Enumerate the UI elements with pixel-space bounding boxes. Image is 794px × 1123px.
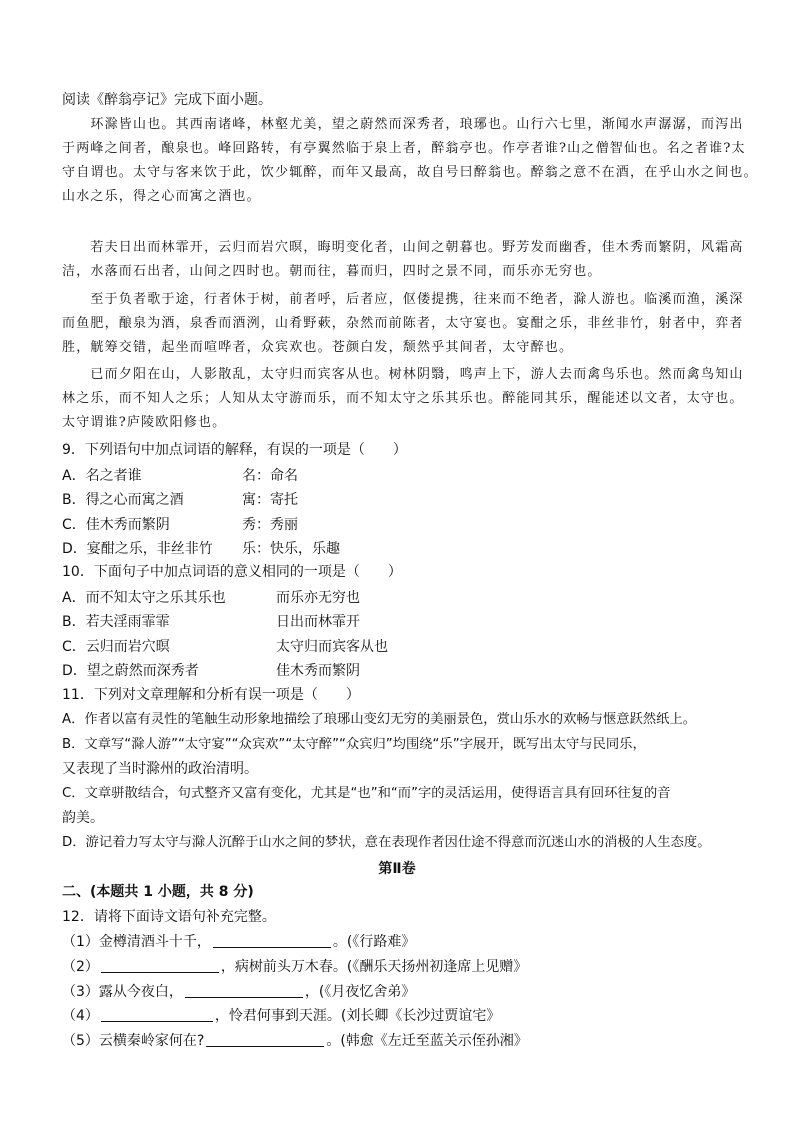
passage-line: 守自谓也。太守与客来饮于此，饮少辄醉，而年又最高，故自号曰醉翁也。醉翁之意不在酒，在乎山水之间也。 <box>62 165 758 180</box>
option-c-continued: 韵美。 <box>62 810 104 826</box>
item-suffix: ，病树前头万木春。(《酬乐天扬州初逢席上见赠》 <box>220 959 528 975</box>
option-d[interactable] <box>62 538 340 558</box>
option-c[interactable] <box>62 636 388 656</box>
passage-line: 而鱼肥，酿泉为酒，泉香而酒洌，山肴野蔌，杂然而前陈者，太守宴也。宴酣之乐，非丝非竹，射者中，弈者 <box>62 316 744 331</box>
fill-item-5 <box>62 1031 742 1051</box>
passage-line: 胜，觥筹交错，起坐而喧哗者，众宾欢也。苍颜白发，颓然乎其间者，太守醉也。 <box>62 340 574 355</box>
passage-line: 于两峰之间者，酿泉也。峰回路转，有亭翼然临于泉上者，醉翁亭也。作亭者谁?山之僧智仙也。名之者谁?太 <box>62 141 746 156</box>
item-suffix: 。(《行路难》 <box>332 934 416 950</box>
option-compare: 日出而林霏开 <box>276 614 360 630</box>
item-prefix: （3）露从今夜白， <box>62 984 183 1000</box>
passage-line: 洁，水落而石出者，山间之四时也。朝而往，暮而归，四时之景不同，而乐亦无穷也。 <box>62 264 602 279</box>
option-compare: 太守归而宾客从也 <box>276 639 388 655</box>
item-prefix: （1）金樽清酒斗十千， <box>62 934 211 950</box>
passage-line: 至于负者歌于途，行者休于树，前者呼，后者应，伛偻提携，往来而不绝者，滁人游也。临溪而渔，溪深 <box>62 292 744 307</box>
option-text: D．望之蔚然而深秀者 <box>62 663 199 679</box>
answer-blank[interactable] <box>101 1007 213 1022</box>
option-text: B．若夫淫雨霏霏 <box>62 614 170 630</box>
option-text: C．云归而岩穴暝 <box>62 639 170 655</box>
option-b[interactable]: B．文章写“滁人游”“太守宴”“众宾欢”“太守醉”“众宾归”均围绕“乐”字展开，既写出太守与民同乐， <box>62 737 646 752</box>
option-d[interactable]: D．游记着力写太守与滁人沉醉于山水之间的梦状，意在表现作者因仕途不得意而沉迷山水的消极的人生态度。 <box>62 835 711 850</box>
question-stem: 10．下面句子中加点词语的意义相同的一项是（ ） <box>62 564 402 580</box>
fill-item-4 <box>62 1006 742 1026</box>
option-a[interactable]: A．作者以富有灵性的笔触生动形象地描绘了琅琊山变幻无穷的美丽景色，赏山乐水的欢畅与惬意跃然纸上。 <box>62 712 697 727</box>
passage-line: 林之乐，而不知人之乐；人知从太守游而乐，而不知太守之乐其乐也。醉能同其乐，醒能述以文者，太守也。 <box>62 391 744 406</box>
item-suffix: ，怜君何事到天涯。(刘长卿《长沙过贾谊宅》 <box>214 1008 501 1024</box>
option-text: A．名之者谁 <box>62 468 142 484</box>
option-text: B．得之心而寓之酒 <box>62 492 184 508</box>
option-gloss: 寓：寄托 <box>242 492 298 508</box>
question-stem: 9．下列语句中加点词语的解释，有误的一项是（ ） <box>62 442 407 458</box>
answer-blank[interactable] <box>101 958 219 973</box>
item-prefix: （5）云横秦岭家何在? <box>62 1033 205 1049</box>
option-text: C．佳木秀而繁阴 <box>62 517 170 533</box>
option-compare: 而乐亦无穷也 <box>276 590 360 606</box>
passage-line: 已而夕阳在山，人影散乱，太守归而宾客从也。树林阴翳，鸣声上下，游人去而禽鸟乐也。然而禽鸟知山 <box>62 367 744 382</box>
option-text: D．宴酣之乐，非丝非竹 <box>62 541 213 557</box>
passage-line: 太守谓谁?庐陵欧阳修也。 <box>62 415 227 430</box>
answer-blank[interactable] <box>185 983 303 998</box>
fill-item-2 <box>62 957 742 977</box>
option-a[interactable] <box>62 587 360 607</box>
option-b-continued: 又表现了当时滁州的政治清明。 <box>62 761 258 777</box>
item-prefix: （4） <box>62 1008 99 1024</box>
option-gloss: 乐：快乐，乐趣 <box>242 541 340 557</box>
question-stem: 12．请将下面诗文语句补充完整。 <box>62 909 276 925</box>
passage-line: 若夫日出而林霏开，云归而岩穴暝，晦明变化者，山间之朝暮也。野芳发而幽香，佳木秀而繁阴，风霜高 <box>62 240 744 255</box>
option-c[interactable] <box>62 514 298 534</box>
fill-item-1 <box>62 932 742 952</box>
reading-instruction: 阅读《醉翁亭记》完成下面小题。 <box>62 92 272 108</box>
option-b[interactable] <box>62 489 298 509</box>
part-2-title: 第Ⅱ卷 <box>378 861 416 877</box>
item-prefix: （2） <box>62 959 99 975</box>
option-d[interactable] <box>62 660 360 680</box>
fill-item-3 <box>62 982 742 1002</box>
option-b[interactable] <box>62 611 360 631</box>
section-2-heading: 二、(本题共 1 小题，共 8 分) <box>62 884 254 900</box>
answer-blank[interactable] <box>213 933 331 948</box>
option-a[interactable] <box>62 465 298 485</box>
option-gloss: 秀：秀丽 <box>242 517 298 533</box>
item-suffix: 。(韩愈《左迁至蓝关示侄孙湘》 <box>326 1033 528 1049</box>
item-suffix: ，(《月夜忆舍弟》 <box>304 984 416 1000</box>
answer-blank[interactable] <box>206 1032 324 1047</box>
passage-line: 环滁皆山也。其西南诸峰，林壑尤美，望之蔚然而深秀者，琅琊也。山行六七里，渐闻水声潺潺，而泻出 <box>62 117 744 132</box>
option-gloss: 名：命名 <box>242 468 298 484</box>
option-c[interactable]: C．文章骈散结合，句式整齐又富有变化，尤其是“也”和“而”字的灵活运用，使得语言具有回环往复的音 <box>62 786 671 801</box>
passage-line: 山水之乐，得之心而寓之酒也。 <box>62 189 261 204</box>
option-text: A．而不知太守之乐其乐也 <box>62 590 226 606</box>
question-stem: 11．下列对文章理解和分析有误一项是（ ） <box>62 687 360 703</box>
option-compare: 佳木秀而繁阴 <box>276 663 360 679</box>
